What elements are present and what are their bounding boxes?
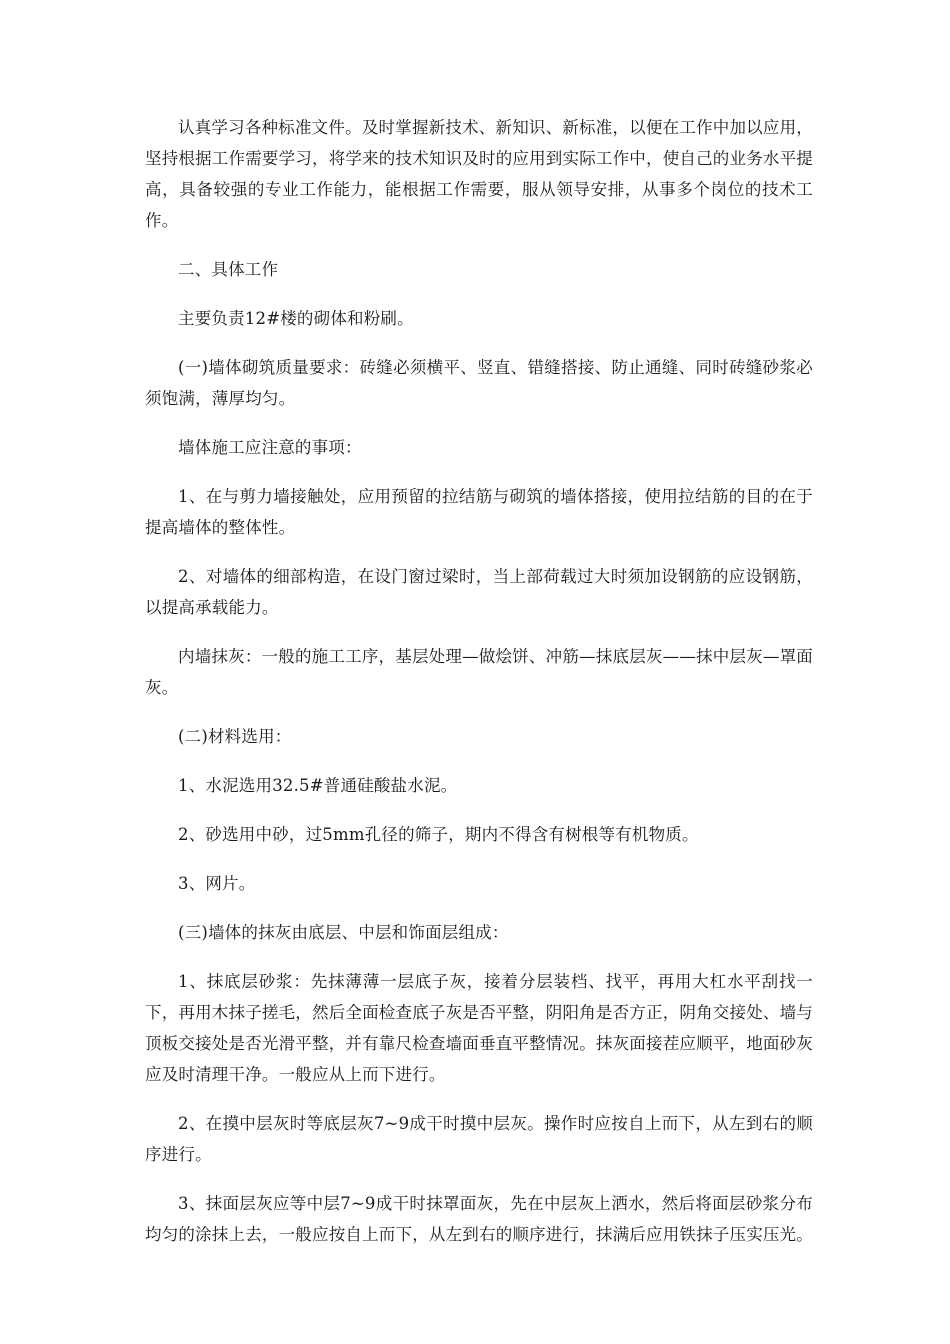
paragraph-middle-coat: 2、在摸中层灰时等底层灰7~9成干时摸中层灰。操作时应按自上而下，从左到右的顺序进行。 xyxy=(145,1114,813,1164)
paragraph-plaster-layers-heading: (三)墙体的抹灰由底层、中层和饰面层组成： xyxy=(178,923,509,942)
paragraph-study-standards: 认真学习各种标准文件。及时掌握新技术、新知识、新标准，以便在工作中加以应用，坚持根据工作需要学习，将学来的技术知识及时的应用到实际工作中，使自己的业务水平提高，具备较强的专业工作能力，能根据工作需要，服从领导安排，从事多个岗位的技术工作。 xyxy=(145,118,813,230)
paragraph-wall-notes-heading: 墙体施工应注意的事项： xyxy=(178,438,362,457)
paragraph-finish-coat: 3、抹面层灰应等中层7~9成干时抹罩面灰，先在中层灰上洒水，然后将面层砂浆分布均匀的涂抹上去，一般应按自上而下，从左到右的顺序进行，抹满后应用铁抹子压实压光。 xyxy=(145,1194,813,1244)
paragraph-interior-plaster: 内墙抹灰：一般的施工工序，基层处理—做烩饼、冲筋—抹底层灰——抹中层灰—罩面灰。 xyxy=(145,647,813,697)
paragraph-wall-note-2: 2、对墙体的细部构造，在设门窗过梁时，当上部荷载过大时须加设钢筋的应设钢筋，以提高承载能力。 xyxy=(145,567,813,617)
paragraph-material-sand: 2、砂选用中砂，过5mm孔径的筛子，期内不得含有树根等有机物质。 xyxy=(178,825,699,844)
paragraph-material-mesh: 3、网片。 xyxy=(178,874,256,893)
paragraph-material-cement: 1、水泥选用32.5#普通硅酸盐水泥。 xyxy=(178,776,458,795)
paragraph-materials-heading: (二)材料选用： xyxy=(178,727,292,746)
paragraph-wall-note-1: 1、在与剪力墙接触处，应用预留的拉结筋与砌筑的墙体搭接，使用拉结筋的目的在于提高墙体的整体性。 xyxy=(145,487,813,537)
section-heading-specific-work: 二、具体工作 xyxy=(178,260,279,279)
paragraph-wall-quality: (一)墙体砌筑质量要求：砖缝必须横平、竖直、错缝搭接、防止通缝、同时砖缝砂浆必须饱满，薄厚均匀。 xyxy=(145,358,813,408)
paragraph-responsibility: 主要负责12#楼的砌体和粉刷。 xyxy=(178,309,414,328)
document-body xyxy=(145,112,813,1268)
paragraph-base-coat: 1、抹底层砂浆：先抹薄薄一层底子灰，接着分层装档、找平，再用大杠水平刮找一下，再用木抹子搓毛，然后全面检查底子灰是否平整，阴阳角是否方正，阴角交接处、墙与顶板交接处是否光滑平整，并有靠尺检查墙面垂直平整情况。抹灰面接茬应顺平，地面砂灰应及时清理干净。一般应从上而下进行。 xyxy=(145,972,813,1084)
